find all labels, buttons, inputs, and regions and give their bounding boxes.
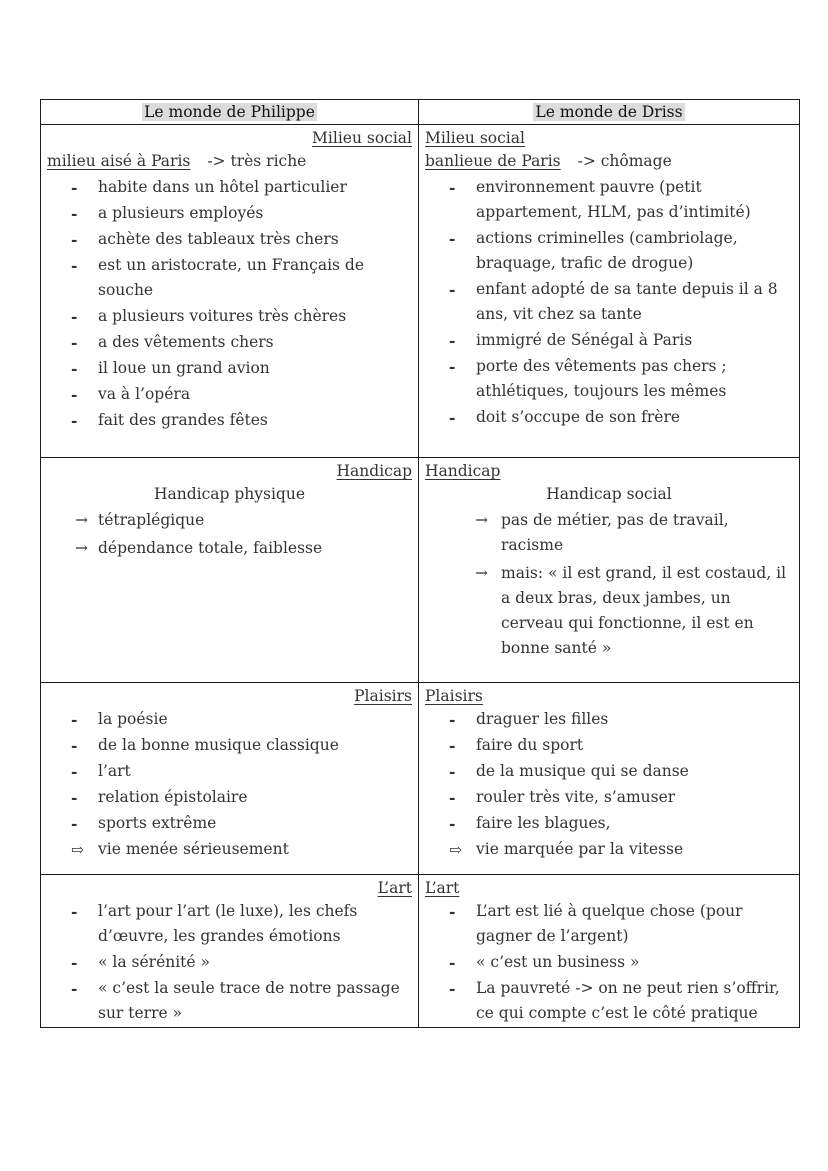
list-item [41,733,412,758]
subtitle-line [41,149,418,175]
list-item [41,759,412,784]
list-item-text: pas de métier, pas de travail, racisme [501,511,729,554]
dash-bullet: - [449,736,456,755]
cell-milieu-driss [419,125,800,458]
list-item [419,175,793,225]
list-item [41,175,412,200]
section-title [419,875,799,899]
list-item [419,561,793,661]
list-item-text: est un aristocrate, un Français de souche [98,256,365,299]
dash-bullet: - [71,788,78,807]
hollow-arrow-icon: ⇨ [449,840,462,859]
comparison-sheet [40,99,800,1028]
section-title [419,683,799,707]
list [419,707,799,862]
dash-bullet: - [71,762,78,781]
arrow-icon: → [75,511,88,529]
section-title [41,875,418,899]
dash-bullet: - [71,736,78,755]
list-item [41,976,412,1026]
section-title-text: Plaisirs [354,687,412,705]
section-title [41,125,418,149]
dash-bullet: - [71,359,78,378]
dash-bullet: - [71,979,78,998]
section-title-text: Milieu social [425,129,525,147]
dash-bullet: - [449,178,456,197]
section-title-text: L’art [425,879,460,897]
list-item-text: L’art est lié à quelque chose (pour gagner de l’argent) [476,902,743,945]
list [419,899,799,1026]
section-milieu-social [41,125,800,458]
dash-bullet: - [449,762,456,781]
list-item-text: « la sérénité » [98,953,210,971]
arrow-icon: → [475,511,488,529]
cell-handicap-driss [419,458,800,683]
cell-milieu-philippe [41,125,419,458]
comparison-table [40,99,800,1028]
list-item-text: fait des grandes fêtes [98,411,268,429]
table-header-row [41,100,800,125]
header-philippe [41,100,419,125]
list-item [41,785,412,810]
list-item-text: environnement pauvre (petit appartement, HLM, pas d’intimité) [476,178,751,221]
list [419,508,799,661]
list-item-text: a plusieurs voitures très chères [98,307,347,325]
list-item [419,277,793,327]
list-item [41,950,412,975]
list [41,508,418,561]
dash-bullet: - [449,979,456,998]
hollow-arrow-icon: ⇨ [71,840,84,859]
list-item [419,733,793,758]
conclusion-item [41,837,412,862]
dash-bullet: - [71,953,78,972]
list-item [41,508,412,533]
list-item-text: tétraplégique [98,511,205,529]
section-title-text: Handicap [336,462,412,480]
dash-bullet: - [449,788,456,807]
list-item [41,536,412,561]
section-title-text: Plaisirs [425,687,483,705]
subtitle-text: Handicap physique [153,485,306,503]
cell-art-driss [419,875,800,1028]
list-item-text: rouler très vite, s’amuser [476,788,676,806]
list-item-text: enfant adopté de sa tante depuis il a 8 ans, vit chez sa tante [476,280,778,323]
subtitle-text: milieu aisé à Paris [47,152,191,170]
list-item [419,405,793,430]
header-driss [419,100,800,125]
list-item [419,707,793,732]
dash-bullet: - [71,230,78,249]
dash-bullet: - [71,902,78,921]
list-item-text: vie menée sérieusement [98,840,289,858]
list-item [419,899,793,949]
list-item-text: de la musique qui se danse [476,762,689,780]
list-item-text: vie marquée par la vitesse [476,840,684,858]
dash-bullet: - [71,710,78,729]
cell-art-philippe [41,875,419,1028]
dash-bullet: - [71,204,78,223]
list-item-text: de la bonne musique classique [98,736,339,754]
list-item [41,382,412,407]
list-item [41,330,412,355]
dash-bullet: - [71,256,78,275]
list-item [41,227,412,252]
list-item-text: dépendance totale, faiblesse [98,539,323,557]
list-item [41,408,412,433]
list-item-text: draguer les filles [476,710,609,728]
section-art [41,875,800,1028]
list-item [41,304,412,329]
list-item-text: actions criminelles (cambriolage, braquage, trafic de drogue) [476,229,738,272]
dash-bullet: - [449,953,456,972]
list-item [419,354,793,404]
subtitle-text: Handicap social [546,485,672,503]
dash-bullet: - [71,178,78,197]
list-item-text: la poésie [98,710,168,728]
list-item [419,976,793,1026]
section-title-text: L’art [377,879,412,897]
list-item-text: l’art [98,762,131,780]
dash-bullet: - [71,814,78,833]
subtitle-text: banlieue de Paris [425,152,561,170]
section-title-text: Milieu social [312,129,412,147]
section-title [419,458,799,482]
list-item-text: a des vêtements chers [98,333,274,351]
list-item [419,508,793,558]
dash-bullet: - [449,408,456,427]
list-item [419,785,793,810]
list-item-text: La pauvreté -> on ne peut rien s’offrir, ce qui compte c’est le côté pratique [476,979,780,1022]
dash-bullet: - [449,229,456,248]
dash-bullet: - [71,385,78,404]
section-title [41,458,418,482]
list-item-text: porte des vêtements pas chers ; athlétiques, toujours les mêmes [476,357,727,400]
subtitle-line [419,149,799,175]
list-item [41,811,412,836]
list-item-text: il loue un grand avion [98,359,270,377]
list-item-text: l’art pour l’art (le luxe), les chefs d’œuvre, les grandes émotions [98,902,358,945]
list-item [419,950,793,975]
cell-handicap-philippe [41,458,419,683]
list [41,175,418,433]
dash-bullet: - [449,280,456,299]
dash-bullet: - [449,814,456,833]
dash-bullet: - [71,411,78,430]
cell-plaisirs-driss [419,683,800,875]
dash-bullet: - [71,333,78,352]
list-item-text: faire du sport [476,736,584,754]
list [41,707,418,862]
list-item [41,201,412,226]
dash-bullet: - [449,710,456,729]
dash-bullet: - [449,357,456,376]
list [419,175,799,430]
list-item [419,226,793,276]
list-item-text: immigré de Sénégal à Paris [476,331,693,349]
list-item-text: va à l’opéra [98,385,191,403]
list-item-text: « c’est la seule trace de notre passage sur terre » [98,979,400,1022]
list-item-text: mais: « il est grand, il est costaud, il a deux bras, deux jambes, un cerveau qui fonctionne, il est en bonne santé » [501,564,787,657]
section-handicap [41,458,800,683]
list-item [419,811,793,836]
subtitle-arrow-text: -> chômage [577,152,672,170]
list-item-text: a plusieurs employés [98,204,264,222]
header-philippe-label: Le monde de Philippe [144,103,315,121]
list-item-text: doit s’occupe de son frère [476,408,681,426]
subtitle-arrow-text: -> très riche [207,152,307,170]
list-item-text: habite dans un hôtel particulier [98,178,347,196]
arrow-icon: → [475,564,488,582]
dash-bullet: - [71,307,78,326]
list-item [419,759,793,784]
list-item-text: achète des tableaux très chers [98,230,339,248]
list-item-text: sports extrême [98,814,217,832]
list-item-text: « c’est un business » [476,953,640,971]
section-title-text: Handicap [425,462,501,480]
cell-plaisirs-philippe [41,683,419,875]
list-item [419,328,793,353]
conclusion-item [419,837,793,862]
list-item-text: faire les blagues, [476,814,611,832]
list-item [41,253,412,303]
section-title [41,683,418,707]
list-item [41,356,412,381]
list-item-text: relation épistolaire [98,788,248,806]
section-title [419,125,799,149]
section-plaisirs [41,683,800,875]
header-driss-label: Le monde de Driss [535,103,683,121]
list-item [41,707,412,732]
list [41,899,418,1026]
dash-bullet: - [449,331,456,350]
arrow-icon: → [75,539,88,557]
list-item [41,899,412,949]
dash-bullet: - [449,902,456,921]
